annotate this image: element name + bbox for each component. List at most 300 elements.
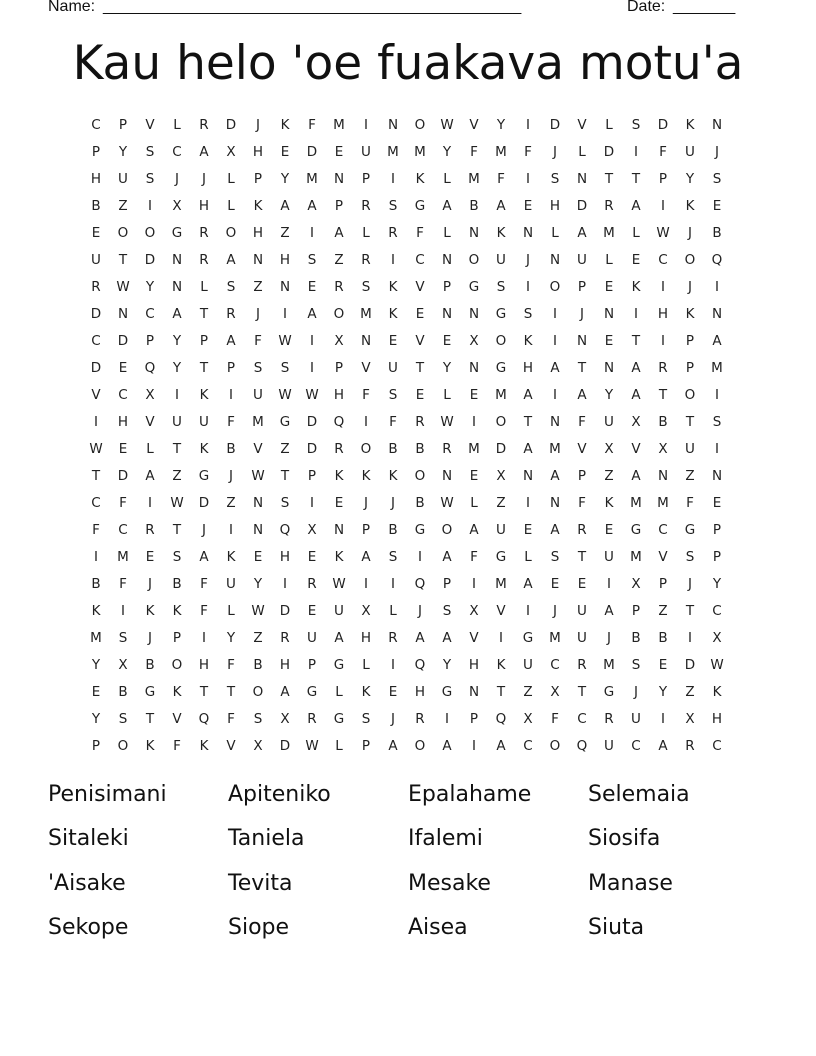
grid-letter: A xyxy=(631,387,641,403)
grid-letter: F xyxy=(227,414,235,430)
grid-letter: M xyxy=(414,144,426,160)
grid-letter: U xyxy=(523,657,533,673)
grid-letter: X xyxy=(604,441,614,457)
grid-letter: I xyxy=(391,252,395,268)
grid-letter: K xyxy=(145,603,155,619)
grid-letter: Q xyxy=(711,252,723,268)
grid-letter: T xyxy=(577,360,587,376)
grid-letter: I xyxy=(283,576,287,592)
grid-letter: A xyxy=(145,468,155,484)
grid-letter: X xyxy=(523,711,533,727)
grid-letter: V xyxy=(361,360,371,376)
grid-letter: K xyxy=(334,468,344,484)
grid-letter: O xyxy=(117,225,129,241)
grid-letter: N xyxy=(333,522,345,538)
grid-letter: S xyxy=(280,495,290,511)
grid-letter: C xyxy=(91,333,101,349)
grid-letter: N xyxy=(171,279,183,295)
grid-letter: R xyxy=(577,522,587,538)
grid-letter: W xyxy=(278,387,292,403)
grid-letter: L xyxy=(605,117,613,133)
grid-letter: B xyxy=(118,684,128,700)
grid-letter: M xyxy=(657,495,669,511)
grid-letter: T xyxy=(91,468,101,484)
grid-letter: G xyxy=(414,522,426,538)
grid-letter: R xyxy=(685,738,695,754)
grid-letter: J xyxy=(391,495,395,511)
grid-letter: D xyxy=(225,117,237,133)
grid-letter: Y xyxy=(91,657,101,673)
grid-letter: X xyxy=(469,333,479,349)
name-label: Name: xyxy=(48,0,96,15)
grid-letter: M xyxy=(549,441,561,457)
grid-letter: A xyxy=(523,441,533,457)
grid-letter: V xyxy=(91,387,101,403)
grid-letter: E xyxy=(91,225,101,241)
grid-letter: P xyxy=(442,576,452,592)
grid-letter: L xyxy=(578,144,586,160)
grid-letter: O xyxy=(117,738,129,754)
grid-letter: I xyxy=(445,711,449,727)
grid-letter: M xyxy=(252,414,264,430)
grid-letter: A xyxy=(388,738,398,754)
grid-letter: Y xyxy=(658,684,668,700)
grid-letter: K xyxy=(226,549,236,565)
grid-letter: A xyxy=(334,225,344,241)
grid-letter: M xyxy=(468,171,480,187)
grid-letter: G xyxy=(333,657,345,673)
grid-letter: H xyxy=(90,171,102,187)
grid-letter: C xyxy=(550,657,560,673)
grid-letter: K xyxy=(388,306,398,322)
grid-letter: J xyxy=(688,225,692,241)
grid-letter: Q xyxy=(198,711,210,727)
grid-letter: I xyxy=(634,144,638,160)
grid-letter: P xyxy=(199,333,209,349)
grid-letter: J xyxy=(202,522,206,538)
grid-letter: J xyxy=(418,603,422,619)
grid-letter: B xyxy=(712,225,722,241)
grid-letter: L xyxy=(200,279,208,295)
grid-letter: N xyxy=(441,252,453,268)
grid-letter: C xyxy=(577,711,587,727)
grid-letter: Q xyxy=(144,360,156,376)
grid-letter: K xyxy=(388,279,398,295)
grid-letter: C xyxy=(658,252,668,268)
grid-letter: E xyxy=(334,495,344,511)
grid-letter: L xyxy=(443,225,451,241)
grid-letter: Y xyxy=(280,171,290,187)
grid-letter: R xyxy=(415,414,425,430)
grid-letter: L xyxy=(227,171,235,187)
grid-letter: S xyxy=(496,279,506,295)
grid-letter: P xyxy=(685,333,695,349)
grid-letter: M xyxy=(90,630,102,646)
grid-letter: F xyxy=(200,576,208,592)
word-bank-item: Manase xyxy=(588,871,673,896)
grid-letter: Z xyxy=(334,252,344,268)
grid-letter: G xyxy=(441,684,453,700)
grid-letter: R xyxy=(442,441,452,457)
grid-letter: M xyxy=(468,441,480,457)
grid-letter: N xyxy=(522,468,534,484)
grid-letter: P xyxy=(118,117,128,133)
grid-letter: A xyxy=(631,360,641,376)
grid-letter: I xyxy=(202,630,206,646)
grid-letter: V xyxy=(415,333,425,349)
grid-letter: E xyxy=(712,495,722,511)
grid-letter: F xyxy=(362,387,370,403)
grid-letter: V xyxy=(631,441,641,457)
word-bank-item: Siope xyxy=(228,915,290,940)
grid-letter: F xyxy=(551,711,559,727)
grid-letter: L xyxy=(362,225,370,241)
grid-letter: O xyxy=(333,306,345,322)
grid-letter: F xyxy=(578,495,586,511)
grid-letter: I xyxy=(418,549,422,565)
grid-letter: A xyxy=(550,522,560,538)
grid-letter: D xyxy=(684,657,696,673)
grid-letter: B xyxy=(226,441,236,457)
grid-letter: N xyxy=(252,252,264,268)
grid-letter: S xyxy=(685,549,695,565)
puzzle-title: Kau helo 'oe fuakava motu'a xyxy=(72,36,744,91)
grid-letter: Z xyxy=(523,684,533,700)
grid-letter: N xyxy=(468,360,480,376)
grid-letter: S xyxy=(442,603,452,619)
grid-letter: Y xyxy=(226,630,236,646)
grid-letter: N xyxy=(576,333,588,349)
grid-letter: R xyxy=(334,279,344,295)
grid-letter: W xyxy=(710,657,724,673)
date-field-line[interactable]: _______ xyxy=(673,0,736,15)
grid-letter: K xyxy=(496,657,506,673)
grid-letter: E xyxy=(577,576,587,592)
grid-letter: Y xyxy=(712,576,722,592)
grid-letter: Z xyxy=(226,495,236,511)
grid-letter: V xyxy=(145,117,155,133)
grid-letter: E xyxy=(307,549,317,565)
grid-letter: I xyxy=(526,171,530,187)
grid-letter: B xyxy=(172,576,182,592)
grid-letter: Z xyxy=(658,603,668,619)
grid-letter: F xyxy=(524,144,532,160)
grid-letter: U xyxy=(577,630,587,646)
grid-letter: K xyxy=(199,387,209,403)
grid-letter: B xyxy=(388,522,398,538)
grid-letter: P xyxy=(91,738,101,754)
grid-letter: S xyxy=(388,198,398,214)
word-bank-item: Tevita xyxy=(228,871,293,896)
grid-letter: Y xyxy=(118,144,128,160)
grid-letter: A xyxy=(199,549,209,565)
grid-letter: R xyxy=(604,198,614,214)
grid-letter: K xyxy=(172,684,182,700)
grid-letter: W xyxy=(251,468,265,484)
grid-letter: Z xyxy=(118,198,128,214)
grid-letter: N xyxy=(387,117,399,133)
grid-letter: H xyxy=(657,306,669,322)
grid-letter: N xyxy=(603,360,615,376)
grid-letter: P xyxy=(577,468,587,484)
grid-letter: X xyxy=(658,441,668,457)
grid-letter: N xyxy=(468,684,480,700)
grid-letter: I xyxy=(715,279,719,295)
grid-letter: A xyxy=(523,576,533,592)
grid-letter: X xyxy=(550,684,560,700)
grid-letter: A xyxy=(712,333,722,349)
grid-letter: P xyxy=(334,360,344,376)
grid-letter: Y xyxy=(442,144,452,160)
grid-letter: K xyxy=(685,306,695,322)
grid-letter: H xyxy=(117,414,129,430)
grid-letter: M xyxy=(711,360,723,376)
grid-letter: S xyxy=(388,549,398,565)
grid-letter: O xyxy=(414,468,426,484)
grid-letter: P xyxy=(226,360,236,376)
grid-letter: F xyxy=(470,549,478,565)
grid-letter: A xyxy=(442,549,452,565)
grid-letter: D xyxy=(306,441,318,457)
grid-letter: S xyxy=(253,711,263,727)
grid-letter: O xyxy=(549,279,561,295)
grid-letter: F xyxy=(497,171,505,187)
grid-letter: U xyxy=(577,603,587,619)
grid-letter: R xyxy=(199,252,209,268)
grid-letter: B xyxy=(469,198,479,214)
grid-letter: A xyxy=(604,603,614,619)
grid-letter: Y xyxy=(685,171,695,187)
grid-letter: V xyxy=(145,414,155,430)
grid-letter: P xyxy=(469,711,479,727)
grid-letter: A xyxy=(577,225,587,241)
grid-letter: N xyxy=(711,306,723,322)
grid-letter: C xyxy=(91,495,101,511)
grid-letter: I xyxy=(715,441,719,457)
grid-letter: F xyxy=(389,414,397,430)
grid-letter: J xyxy=(607,630,611,646)
grid-letter: N xyxy=(279,279,291,295)
grid-letter: O xyxy=(252,684,264,700)
grid-letter: L xyxy=(335,684,343,700)
grid-letter: T xyxy=(523,414,533,430)
grid-letter: I xyxy=(553,387,557,403)
grid-letter: S xyxy=(361,279,371,295)
grid-letter: I xyxy=(364,414,368,430)
grid-letter: H xyxy=(333,387,345,403)
grid-letter: P xyxy=(307,657,317,673)
grid-letter: U xyxy=(226,576,236,592)
grid-letter: B xyxy=(658,630,668,646)
grid-letter: L xyxy=(146,441,154,457)
grid-letter: S xyxy=(550,171,560,187)
grid-letter: D xyxy=(306,144,318,160)
grid-letter: B xyxy=(658,414,668,430)
grid-letter: T xyxy=(577,549,587,565)
grid-letter: P xyxy=(91,144,101,160)
grid-letter: Q xyxy=(414,657,426,673)
grid-letter: J xyxy=(580,306,584,322)
grid-letter: A xyxy=(496,198,506,214)
grid-letter: X xyxy=(496,468,506,484)
grid-letter: J xyxy=(526,252,530,268)
grid-letter: N xyxy=(522,225,534,241)
grid-letter: V xyxy=(226,738,236,754)
grid-letter: I xyxy=(526,279,530,295)
grid-letter: D xyxy=(117,468,129,484)
grid-letter: S xyxy=(226,279,236,295)
grid-letter: D xyxy=(90,360,102,376)
grid-letter: Q xyxy=(495,711,507,727)
grid-letter: I xyxy=(607,576,611,592)
grid-letter: O xyxy=(441,522,453,538)
grid-letter: V xyxy=(253,441,263,457)
grid-letter: M xyxy=(333,117,345,133)
grid-letter: C xyxy=(145,306,155,322)
grid-letter: T xyxy=(658,387,668,403)
grid-letter: Z xyxy=(604,468,614,484)
grid-letter: C xyxy=(712,738,722,754)
grid-letter: I xyxy=(310,360,314,376)
grid-letter: H xyxy=(198,198,210,214)
grid-letter: D xyxy=(198,495,210,511)
grid-letter: H xyxy=(549,198,561,214)
grid-letter: G xyxy=(603,684,615,700)
grid-letter: F xyxy=(254,333,262,349)
grid-letter: O xyxy=(225,225,237,241)
grid-letter: G xyxy=(468,279,480,295)
grid-letter: A xyxy=(631,468,641,484)
grid-letter: Z xyxy=(280,225,290,241)
grid-letter: M xyxy=(360,306,372,322)
grid-letter: T xyxy=(685,414,695,430)
grid-letter: I xyxy=(661,279,665,295)
grid-letter: B xyxy=(91,198,101,214)
word-bank-item: Ifalemi xyxy=(408,826,483,851)
grid-letter: Y xyxy=(496,117,506,133)
grid-letter: H xyxy=(252,225,264,241)
grid-letter: Y xyxy=(253,576,263,592)
grid-letter: T xyxy=(145,711,155,727)
grid-letter: E xyxy=(118,360,128,376)
grid-letter: U xyxy=(604,414,614,430)
grid-letter: I xyxy=(310,495,314,511)
grid-letter: I xyxy=(148,198,152,214)
grid-letter: K xyxy=(334,549,344,565)
grid-letter: T xyxy=(604,171,614,187)
grid-letter: B xyxy=(145,657,155,673)
grid-letter: N xyxy=(441,306,453,322)
grid-letter: M xyxy=(495,576,507,592)
grid-letter: U xyxy=(631,711,641,727)
name-field-line[interactable]: _______________________________________________ xyxy=(103,0,522,15)
grid-letter: U xyxy=(496,252,506,268)
word-bank-item: Siosifa xyxy=(588,826,661,851)
grid-letter: W xyxy=(89,441,103,457)
grid-letter: D xyxy=(279,738,291,754)
grid-letter: L xyxy=(551,225,559,241)
grid-letter: A xyxy=(523,387,533,403)
grid-letter: N xyxy=(711,117,723,133)
grid-letter: E xyxy=(307,279,317,295)
grid-letter: I xyxy=(526,117,530,133)
grid-letter: X xyxy=(685,711,695,727)
grid-letter: G xyxy=(144,684,156,700)
grid-letter: S xyxy=(523,306,533,322)
grid-letter: I xyxy=(661,333,665,349)
grid-letter: T xyxy=(199,306,209,322)
grid-letter: L xyxy=(605,252,613,268)
grid-letter: J xyxy=(634,684,638,700)
grid-letter: F xyxy=(119,495,127,511)
grid-letter: C xyxy=(523,738,533,754)
grid-letter: U xyxy=(577,252,587,268)
grid-letter: U xyxy=(91,252,101,268)
grid-letter: N xyxy=(576,171,588,187)
grid-letter: A xyxy=(172,306,182,322)
grid-letter: E xyxy=(388,333,398,349)
grid-letter: J xyxy=(688,279,692,295)
grid-letter: P xyxy=(658,171,668,187)
grid-letter: I xyxy=(364,576,368,592)
grid-letter: P xyxy=(361,522,371,538)
grid-letter: N xyxy=(360,333,372,349)
grid-letter: G xyxy=(495,549,507,565)
grid-letter: I xyxy=(229,522,233,538)
grid-letter: H xyxy=(711,711,723,727)
grid-letter: H xyxy=(279,252,291,268)
grid-letter: N xyxy=(657,468,669,484)
grid-letter: F xyxy=(308,117,316,133)
grid-letter: Z xyxy=(496,495,506,511)
grid-letter: S xyxy=(361,711,371,727)
grid-letter: I xyxy=(526,495,530,511)
grid-letter: N xyxy=(549,414,561,430)
grid-letter: O xyxy=(144,225,156,241)
word-bank-item: Taniela xyxy=(228,826,305,851)
grid-letter: X xyxy=(307,522,317,538)
grid-letter: R xyxy=(226,306,236,322)
grid-letter: N xyxy=(549,252,561,268)
word-bank-item: Apiteniko xyxy=(228,782,331,807)
grid-letter: O xyxy=(414,117,426,133)
grid-letter: Y xyxy=(91,711,101,727)
grid-letter: U xyxy=(199,414,209,430)
grid-letter: N xyxy=(603,306,615,322)
grid-letter: N xyxy=(549,495,561,511)
grid-letter: P xyxy=(361,171,371,187)
grid-letter: I xyxy=(391,171,395,187)
grid-letter: A xyxy=(226,252,236,268)
grid-letter: G xyxy=(684,522,696,538)
grid-letter: G xyxy=(495,360,507,376)
grid-letter: I xyxy=(148,495,152,511)
word-bank-item: Epalahame xyxy=(408,782,532,807)
grid-letter: W xyxy=(278,333,292,349)
grid-letter: G xyxy=(333,711,345,727)
grid-letter: U xyxy=(685,441,695,457)
grid-letter: O xyxy=(468,252,480,268)
grid-letter: W xyxy=(305,738,319,754)
grid-letter: X xyxy=(172,198,182,214)
grid-letter: R xyxy=(577,657,587,673)
grid-letter: I xyxy=(553,306,557,322)
grid-letter: K xyxy=(604,495,614,511)
grid-letter: E xyxy=(550,576,560,592)
grid-letter: A xyxy=(631,198,641,214)
grid-letter: V xyxy=(496,603,506,619)
worksheet-header xyxy=(48,0,748,20)
